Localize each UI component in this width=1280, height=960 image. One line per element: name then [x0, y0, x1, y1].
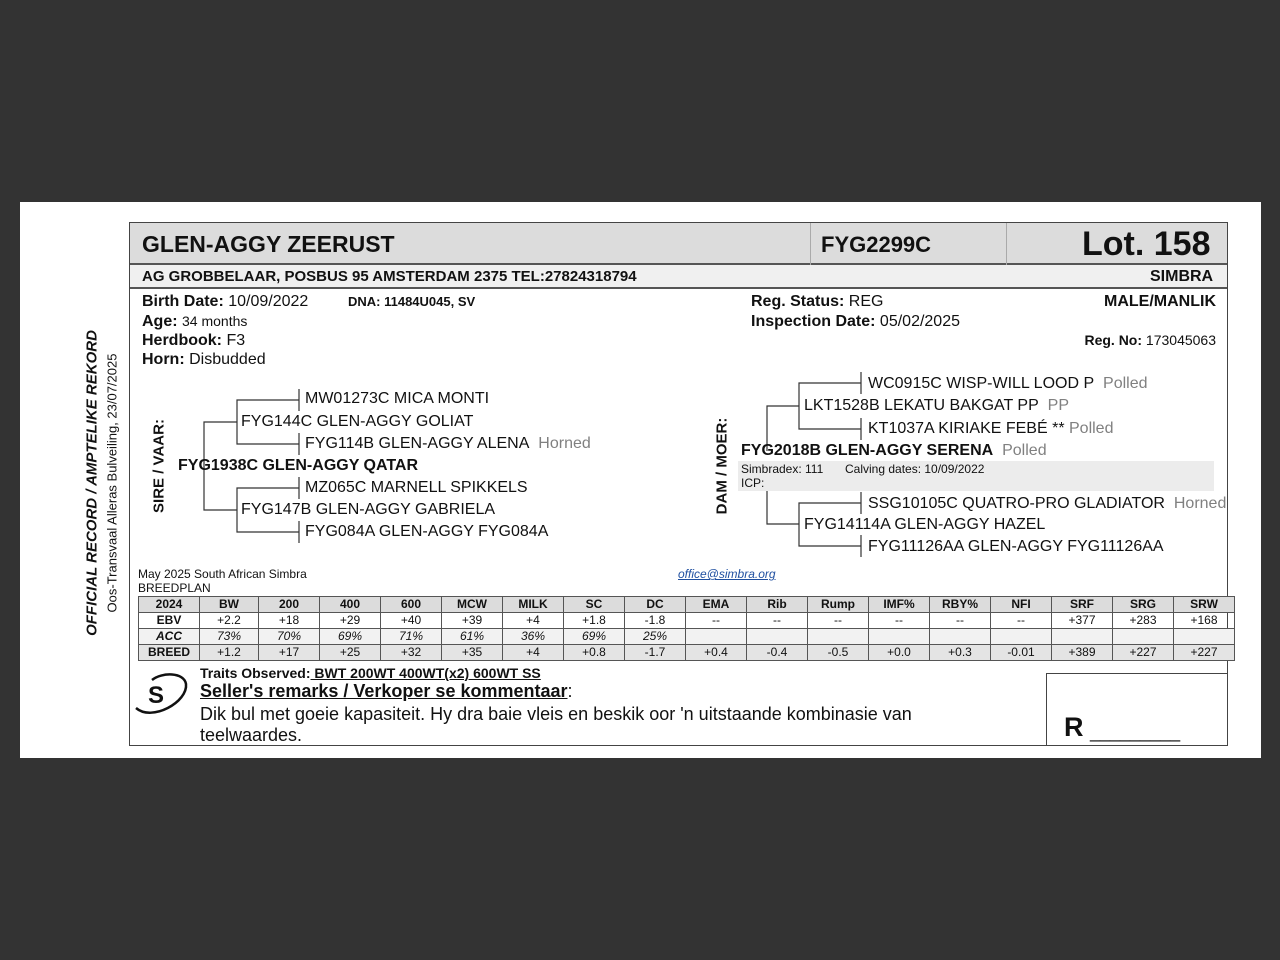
- ebv-header-cell: RBY%: [930, 597, 991, 613]
- ebv-cell: +227: [1174, 645, 1235, 661]
- horn-value: Disbudded: [189, 351, 266, 368]
- herdbook-value: F3: [226, 332, 246, 349]
- dam-sire-sire: [868, 375, 1148, 393]
- ebv-table: [138, 596, 1235, 661]
- ebv-cell: --: [747, 613, 808, 629]
- ebv-header-cell: EMA: [686, 597, 747, 613]
- sire-sire-dam: [305, 435, 591, 453]
- ebv-cell: [1052, 629, 1113, 645]
- sire-dam-dam: FYG084A GLEN-AGGY FYG084A: [305, 523, 549, 540]
- ebv-header-cell: BW: [200, 597, 259, 613]
- ebv-cell: +168: [1174, 613, 1235, 629]
- ebv-header-cell: SRG: [1113, 597, 1174, 613]
- dam-name-note: Polled: [1002, 442, 1047, 459]
- ebv-header-cell: 2024: [139, 597, 200, 613]
- ebv-cell: [930, 629, 991, 645]
- sex: MALE/MANLIK: [1104, 293, 1216, 310]
- ebv-cell: -0.4: [747, 645, 808, 661]
- ebv-cell: +29: [320, 613, 381, 629]
- lot-number: Lot. 158: [1082, 225, 1211, 263]
- reg-status-label: Reg. Status:: [751, 293, 845, 310]
- ebv-cell: [991, 629, 1052, 645]
- dna-info: DNA: 11484U045, SV: [348, 294, 476, 309]
- ebv-cell: 61%: [442, 629, 503, 645]
- ebv-cell: [747, 629, 808, 645]
- ebv-header-cell: IMF%: [869, 597, 930, 613]
- dam-dam: FYG14114A GLEN-AGGY HAZEL: [804, 516, 1046, 533]
- auction-name-label: Oos-Transvaal Alleras Bulveiling, 23/07/2025: [104, 353, 120, 613]
- dam-simbradex: Simbradex: 111: [741, 462, 824, 476]
- ebv-cell: +389: [1052, 645, 1113, 661]
- sire-sire: FYG144C GLEN-AGGY GOLIAT: [241, 413, 474, 430]
- ebv-cell: +283: [1113, 613, 1174, 629]
- dam-sire-sire-note: Polled: [1103, 375, 1148, 392]
- sire-sire-dam-name: FYG114B GLEN-AGGY ALENA: [305, 435, 530, 452]
- price-blank-line[interactable]: _________: [1090, 722, 1181, 742]
- ebv-cell: +227: [1113, 645, 1174, 661]
- ebv-cell: +1.8: [564, 613, 625, 629]
- dam-icp: ICP:: [741, 476, 765, 490]
- birth-date-value: 10/09/2022: [228, 293, 309, 310]
- ebv-cell: 25%: [625, 629, 686, 645]
- ebv-cell: [869, 629, 930, 645]
- seller-logo-letter: S: [148, 682, 165, 709]
- acc-row: [139, 629, 1235, 645]
- ebv-header-cell: 400: [320, 597, 381, 613]
- dam-calving-dates: Calving dates: 10/09/2022: [845, 462, 985, 476]
- ebv-header-cell: SRF: [1052, 597, 1113, 613]
- ebv-header-cell: SRW: [1174, 597, 1235, 613]
- horn-label: Horn:: [142, 351, 185, 368]
- ebv-header-row: [139, 597, 1235, 613]
- ebv-cell: +0.3: [930, 645, 991, 661]
- ebv-cell: [1113, 629, 1174, 645]
- email-link[interactable]: office@simbra.org: [678, 567, 776, 581]
- seller-logo-icon: [130, 670, 192, 718]
- ebv-cell: [1174, 629, 1235, 645]
- ebv-header-cell: SC: [564, 597, 625, 613]
- ebv-cell: +0.0: [869, 645, 930, 661]
- ebv-cell: 71%: [381, 629, 442, 645]
- ebv-cell: +39: [442, 613, 503, 629]
- ebv-cell: -0.5: [808, 645, 869, 661]
- ebv-cell: -1.7: [625, 645, 686, 661]
- dam-label: DAM / MOER:: [713, 417, 731, 515]
- ebv-cell: 73%: [200, 629, 259, 645]
- ebv-header-cell: 600: [381, 597, 442, 613]
- ebv-cell: +32: [381, 645, 442, 661]
- remarks-colon: :: [567, 681, 573, 701]
- dam-name-text: FYG2018B GLEN-AGGY SERENA: [741, 442, 994, 459]
- ebv-row-label: ACC: [139, 629, 200, 645]
- sire-name: FYG1938C GLEN-AGGY QATAR: [178, 457, 419, 474]
- ebv-cell: +2.2: [200, 613, 259, 629]
- ebv-cell: +0.8: [564, 645, 625, 661]
- remarks-title: [200, 681, 573, 702]
- official-record-label: OFFICIAL RECORD / AMPTELIKE REKORD: [83, 330, 101, 636]
- ebv-cell: -1.8: [625, 613, 686, 629]
- inspection-date-label: Inspection Date:: [751, 313, 876, 330]
- dam-sire-note: PP: [1047, 397, 1070, 414]
- price-currency: R: [1064, 712, 1084, 742]
- breedplan-line1: May 2025 South African Simbra: [138, 567, 307, 581]
- ebv-row: [139, 613, 1235, 629]
- sire-sire-sire: MW01273C MICA MONTI: [305, 390, 490, 407]
- animal-name: GLEN-AGGY ZEERUST: [142, 231, 395, 257]
- breedplan-line2: BREEDPLAN: [138, 581, 211, 595]
- ebv-header-cell: NFI: [991, 597, 1052, 613]
- ebv-cell: +377: [1052, 613, 1113, 629]
- dam-name: [741, 442, 1047, 460]
- ebv-cell: +40: [381, 613, 442, 629]
- reg-number-label: Reg. No:: [1084, 332, 1143, 348]
- ebv-header-cell: MCW: [442, 597, 503, 613]
- dam-sire-dam: [868, 420, 1113, 438]
- sire-dam: FYG147B GLEN-AGGY GABRIELA: [241, 501, 496, 518]
- traits-observed: [200, 665, 541, 681]
- ebv-header-cell: DC: [625, 597, 686, 613]
- owner-address: AG GROBBELAAR, POSBUS 95 AMSTERDAM 2375 TEL:27824318794: [142, 268, 637, 285]
- ebv-cell: [686, 629, 747, 645]
- dam-sire-name: LKT1528B LEKATU BAKGAT PP: [804, 397, 1039, 414]
- remarks-title-text: Seller's remarks / Verkoper se kommentaar: [200, 681, 568, 701]
- ebv-cell: +1.2: [200, 645, 259, 661]
- sire-sire-dam-note: Horned: [538, 435, 591, 452]
- ebv-cell: --: [686, 613, 747, 629]
- ebv-cell: +4: [503, 645, 564, 661]
- sire-label: SIRE / VAAR:: [150, 419, 168, 513]
- breed-name: SIMBRA: [1150, 268, 1214, 285]
- ebv-cell: 36%: [503, 629, 564, 645]
- ebv-cell: 69%: [564, 629, 625, 645]
- ebv-header-cell: 200: [259, 597, 320, 613]
- birth-date-label: Birth Date:: [142, 293, 224, 310]
- ebv-cell: [808, 629, 869, 645]
- ebv-cell: --: [930, 613, 991, 629]
- herdbook-label: Herdbook:: [142, 332, 222, 349]
- ebv-cell: -0.01: [991, 645, 1052, 661]
- ebv-cell: --: [991, 613, 1052, 629]
- age-value: 34 months: [182, 313, 248, 329]
- ebv-row-label: EBV: [139, 613, 200, 629]
- dam-sire-sire-name: WC0915C WISP-WILL LOOD P: [868, 375, 1095, 392]
- remarks-line1: Dik bul met goeie kapasiteit. Hy dra baie vleis en beskik oor 'n uitstaande kombinasie van: [200, 704, 912, 724]
- reg-number-value: 173045063: [1145, 332, 1216, 348]
- traits-value: BWT 200WT 400WT(x2) 600WT SS: [310, 665, 541, 681]
- ebv-cell: +18: [259, 613, 320, 629]
- ebv-cell: 69%: [320, 629, 381, 645]
- ebv-cell: +25: [320, 645, 381, 661]
- dam-sire: [804, 397, 1069, 415]
- traits-label: Traits Observed:: [200, 665, 311, 681]
- ebv-cell: +17: [259, 645, 320, 661]
- ebv-cell: --: [869, 613, 930, 629]
- dam-dam-sire-note: Horned: [1173, 495, 1227, 512]
- animal-id: FYG2299C: [821, 232, 932, 257]
- ebv-header-cell: Rump: [808, 597, 869, 613]
- ebv-cell: --: [808, 613, 869, 629]
- ebv-header-cell: Rib: [747, 597, 808, 613]
- dam-dam-dam: FYG11126AA GLEN-AGGY FYG11126AA: [868, 538, 1164, 555]
- breed-row: [139, 645, 1235, 661]
- ebv-cell: 70%: [259, 629, 320, 645]
- ebv-row-label: BREED: [139, 645, 200, 661]
- dam-dam-sire: [868, 495, 1226, 513]
- remarks-line2: teelwaardes.: [200, 725, 303, 745]
- ebv-cell: +35: [442, 645, 503, 661]
- reg-status-value: REG: [848, 293, 884, 310]
- ebv-cell: +4: [503, 613, 564, 629]
- inspection-date-value: 05/02/2025: [879, 313, 960, 330]
- sire-dam-sire: MZ065C MARNELL SPIKKELS: [305, 479, 528, 496]
- ebv-cell: +0.4: [686, 645, 747, 661]
- age-label: Age:: [142, 313, 178, 330]
- dam-sire-dam-note: Polled: [1069, 420, 1114, 437]
- dam-sire-dam-name: KT1037A KIRIAKE FEBÉ **: [868, 420, 1065, 437]
- dam-dam-sire-name: SSG10105C QUATRO-PRO GLADIATOR: [868, 495, 1165, 512]
- ebv-header-cell: MILK: [503, 597, 564, 613]
